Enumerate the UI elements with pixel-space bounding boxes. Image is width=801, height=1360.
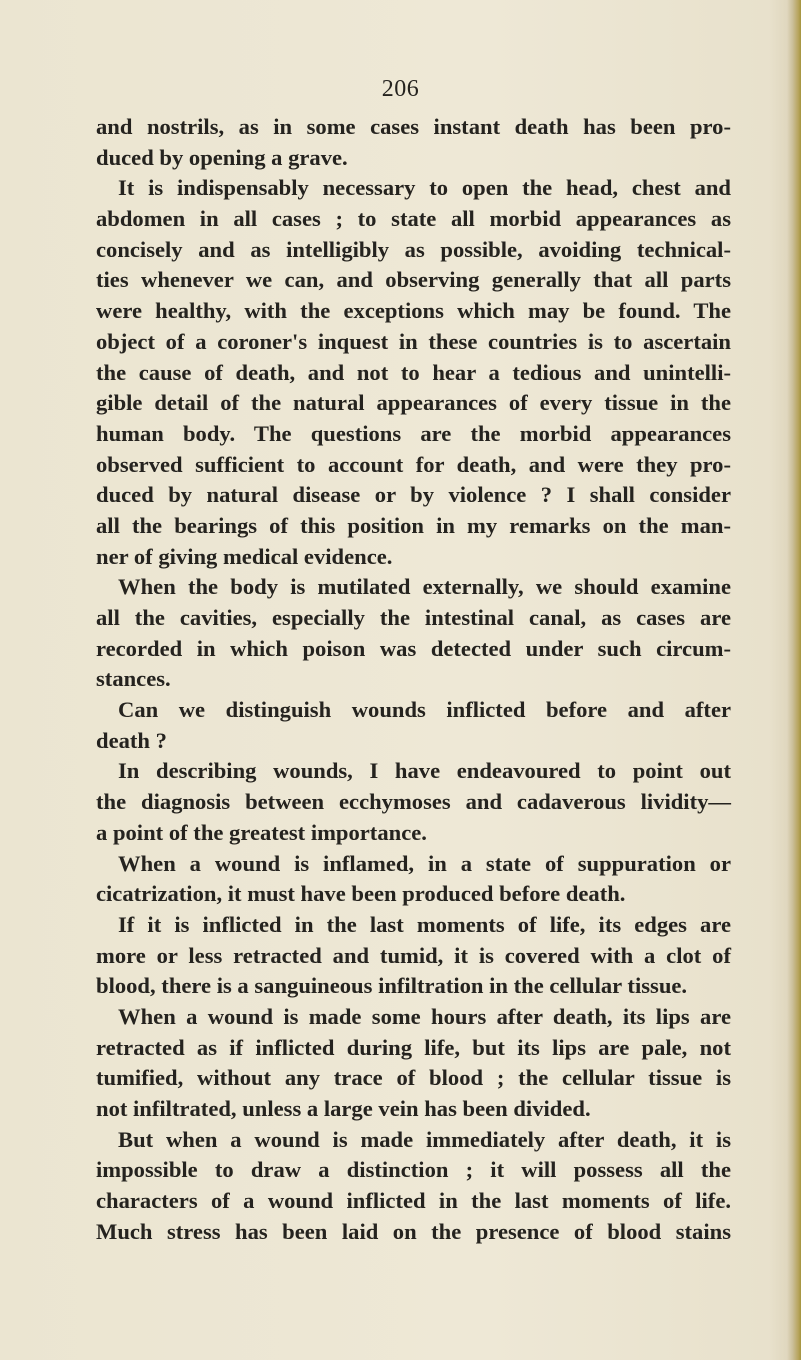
text-line: death ? [96, 727, 167, 753]
body-text [96, 112, 731, 1247]
text-line: When a wound is made some hours after death, its lips are [118, 1003, 731, 1029]
text-line: observed sufficient to account for death, and were they pro- [96, 451, 731, 477]
text-line: ties whenever we can, and observing generally that all parts [96, 267, 731, 293]
text-line: all the cavities, especially the intestinal canal, as cases are [96, 605, 731, 630]
text-line: and nostrils, as in some cases instant death has been pro- [96, 114, 731, 139]
text-line: recorded in which poison was detected under such circum- [96, 635, 731, 661]
text-line: It is indispensably necessary to open the head, chest and [118, 175, 731, 201]
text-line: more or less retracted and tumid, it is covered with a clot of [96, 942, 731, 968]
text-line: blood, there is a sanguineous infiltration in the cellular tissue. [96, 973, 688, 999]
text-line: Can we distinguish wounds inflicted before and after [118, 697, 731, 723]
text-line: duced by natural disease or by violence ? I shall consider [96, 482, 731, 508]
text-line: stances. [96, 666, 171, 692]
text-line: gible detail of the natural appearances of every tissue in the [96, 390, 731, 416]
text-line: retracted as if inflicted during life, but its lips are pale, not [96, 1034, 731, 1060]
text-line: But when a wound is made immediately after death, it is [118, 1126, 731, 1152]
text-line: abdomen in all cases ; to state all morbid appearances as [96, 206, 731, 232]
page-edge [787, 0, 801, 1360]
page-number: 206 [381, 76, 420, 102]
text-line: tumified, without any trace of blood ; the cellular tissue is [96, 1065, 731, 1091]
text-line: not infiltrated, unless a large vein has been divided. [96, 1096, 591, 1121]
text-line: were healthy, with the exceptions which may be found. The [96, 298, 731, 324]
text-line: cicatrization, it must have been produced before death. [96, 881, 626, 907]
text-line: ner of giving medical evidence. [96, 543, 393, 569]
text-line: characters of a wound inflicted in the last moments of life. [96, 1188, 731, 1214]
text-line: impossible to draw a distinction ; it will possess all the [96, 1157, 731, 1183]
text-line: the cause of death, and not to hear a tedious and unintelli- [96, 359, 731, 385]
text-line: all the bearings of this position in my remarks on the man- [96, 512, 731, 538]
text-line: object of a coroner's inquest in these countries is to ascertain [96, 328, 731, 354]
text-line: Much stress has been laid on the presence of blood stains [96, 1218, 731, 1244]
text-line: If it is inflicted in the last moments of life, its edges are [118, 911, 731, 937]
text-line: concisely and as intelligibly as possible, avoiding technical- [96, 236, 731, 262]
text-line: human body. The questions are the morbid appearances [96, 420, 731, 446]
text-line: When the body is mutilated externally, we should examine [118, 574, 731, 600]
text-line: In describing wounds, I have endeavoured to point out [118, 758, 731, 784]
text-line: the diagnosis between ecchymoses and cadaverous lividity— [96, 789, 731, 815]
text-line: duced by opening a grave. [96, 144, 348, 170]
text-line: When a wound is inflamed, in a state of suppuration or [118, 850, 731, 876]
text-line: a point of the greatest importance. [96, 819, 427, 845]
